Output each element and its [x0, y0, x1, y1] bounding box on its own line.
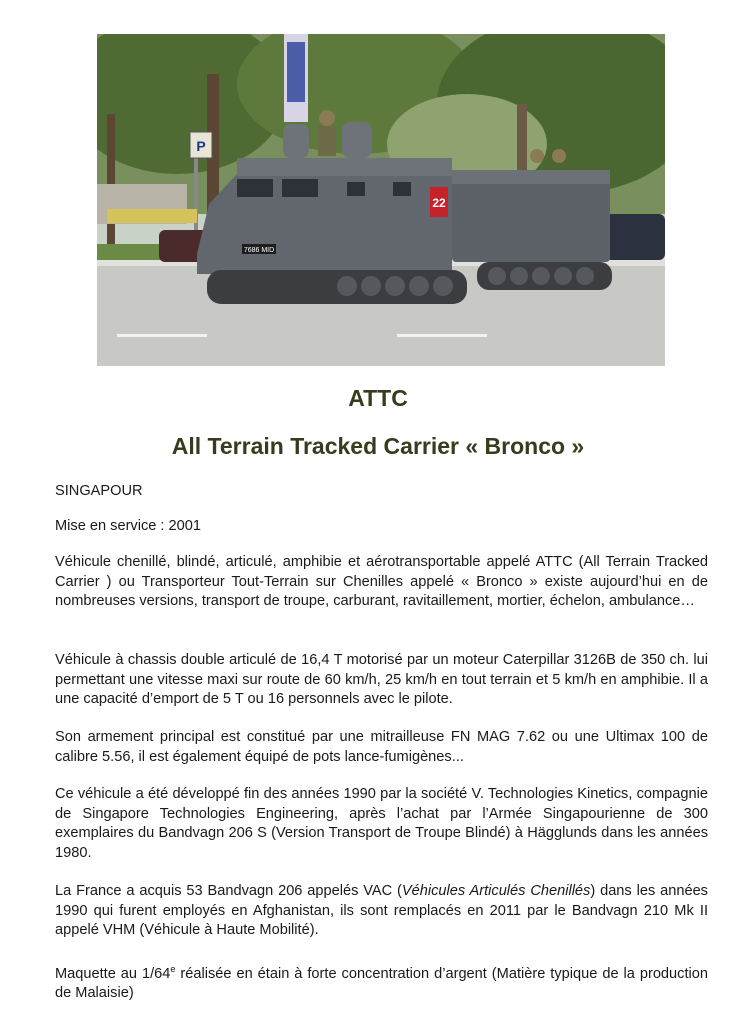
- history-paragraph: Ce véhicule a été développé fin des années 1990 par la société V. Technologies Kinetics, compagnie de Singapore Technologies Engineering, après l’achat par l’Armée Singapourienne de 300 exemplaires du Bandvagn 206 S (Version Transport de Troupe Blindé) à Hägglunds dans les années 1980.: [55, 786, 708, 861]
- hull-number: 7686 MID: [243, 247, 275, 254]
- fence: [107, 209, 197, 223]
- document-subtitle: All Terrain Tracked Carrier « Bronco »: [171, 433, 585, 459]
- windshield: [282, 179, 318, 197]
- hatch: [283, 124, 309, 158]
- france-text-italic: Véhicules Articulés Chenillés: [401, 883, 591, 899]
- sign-letter: P: [196, 138, 206, 154]
- soldier: [319, 110, 335, 126]
- france-paragraph: [55, 882, 708, 941]
- armament-paragraph: Son armement principal est constitué par une mitrailleuse FN MAG 7.62 ou une Ultimax 100 de calibre 5.56, il est également équipé de pots lance-fumigènes...: [55, 729, 708, 765]
- model-paragraph: [55, 960, 708, 1004]
- vehicle-photo: [97, 34, 665, 366]
- country-label: SINGAPOUR: [55, 483, 143, 499]
- side-window: [393, 182, 411, 196]
- model-text-b: réalisée en étain à forte concentration d’argent (Matière typique de la production de Malaisie): [55, 965, 708, 1002]
- parked-car: [605, 214, 665, 260]
- photo-illustration: [97, 34, 665, 366]
- specs-paragraph: Véhicule à chassis double articulé de 16,4 T motorisé par un moteur Caterpillar 3126B de 350 ch. lui permettant une vitesse maxi sur route de 60 km/h, 25 km/h en tout terrain et 5 km/h en amphibie. Il a une capacité d’emport de 5 T ou 16 personnels avec le pilote.: [55, 652, 708, 707]
- plate-number: 22: [432, 196, 446, 210]
- front-roof: [237, 158, 452, 176]
- soldier: [318, 126, 336, 156]
- france-text-a: La France a acquis 53 Bandvagn 206 appelés VAC (: [55, 883, 402, 899]
- windshield: [237, 179, 273, 197]
- service-date: Mise en service : 2001: [55, 518, 202, 534]
- side-window: [347, 182, 365, 196]
- banner-figure: [287, 42, 305, 102]
- description-paragraph: Véhicule chenillé, blindé, articulé, amphibie et aérotransportable appelé ATTC (All Terrain Tracked Carrier ) ou Transporteur Tout-Terrain sur Chenilles appelé « Bronco » existe aujourd’hui en de nombreuses versions, transport de troupe, carburant, ravitaillement, mortier, échelon, ambulance…: [55, 554, 708, 609]
- hatch: [342, 122, 372, 158]
- front-unit: [197, 174, 452, 274]
- model-text-sup: e: [170, 964, 176, 974]
- soldier: [530, 149, 544, 163]
- soldier: [552, 149, 566, 163]
- rear-roof: [452, 170, 610, 184]
- document-title: ATTC: [348, 385, 408, 411]
- road-marking: [397, 334, 487, 337]
- france-text-c: ) dans les années 1990 qui furent employés en Afghanistan, ils sont remplacés en 2011 par le Bandvagn 210 Mk II appelé VHM (Véhicule à Haute Mobilité).: [55, 883, 708, 938]
- model-text-a: Maquette au 1/64: [55, 965, 171, 982]
- road-marking: [117, 334, 207, 337]
